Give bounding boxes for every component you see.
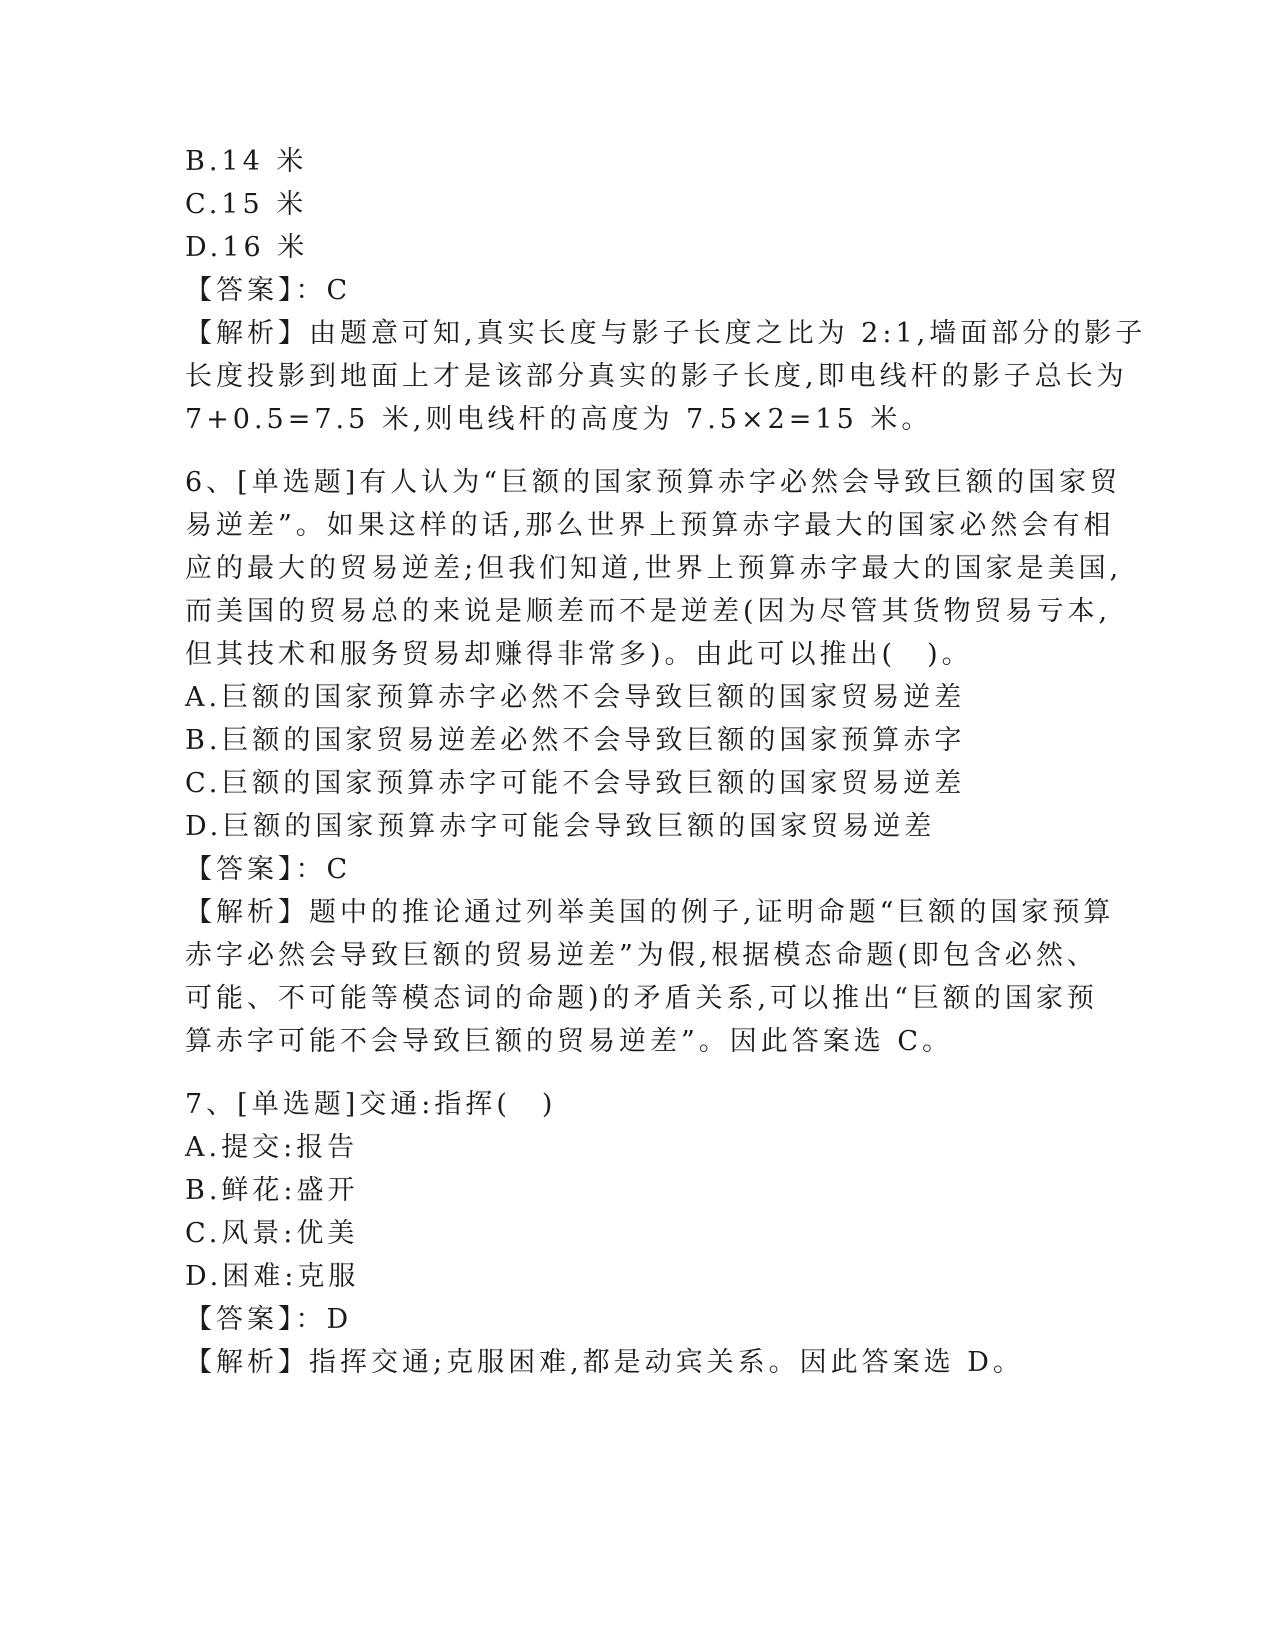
- question-6-options: [185, 676, 1045, 848]
- option-d: D.困难:克服: [185, 1261, 360, 1292]
- question-line: 6、[单选题]有人认为“巨额的国家预算赤字必然会导致巨额的国家贸: [185, 467, 1122, 498]
- question-6-stem: [185, 461, 1123, 676]
- analysis-line: 【解析】由题意可知,真实长度与影子长度之比为 2:1,墙面部分的影子: [185, 318, 1147, 349]
- option-a: A.巨额的国家预算赤字必然不会导致巨额的国家贸易逆差: [185, 682, 966, 713]
- analysis-line: 【解析】指挥交通;克服困难,都是动宾关系。因此答案选 D。: [185, 1347, 1024, 1378]
- question-5-answer: 【答案】：C: [185, 275, 352, 306]
- option-c: C.15 米: [185, 189, 308, 220]
- analysis-line: 长度投影到地面上才是该部分真实的影子长度,即电线杆的影子总长为: [185, 361, 1128, 392]
- question-line: 易逆差”。如果这样的话,那么世界上预算赤字最大的国家必然会有相: [185, 510, 1115, 541]
- question-7-options: [185, 1126, 1045, 1298]
- analysis-line: 算赤字可能不会导致巨额的贸易逆差”。因此答案选 C。: [185, 1026, 954, 1057]
- question-7-stem: [185, 1083, 1045, 1126]
- question-5-options: [185, 140, 1045, 269]
- question-gap: [185, 1063, 1045, 1083]
- option-b: B.14 米: [185, 146, 308, 177]
- option-d: D.16 米: [185, 232, 309, 263]
- question-line: 而美国的贸易总的来说是顺差而不是逆差(因为尽管其货物贸易亏本,: [185, 596, 1112, 627]
- option-b: B.巨额的国家贸易逆差必然不会导致巨额的国家预算赤字: [185, 725, 966, 756]
- option-c: C.巨额的国家预算赤字可能不会导致巨额的国家贸易逆差: [185, 768, 966, 799]
- question-gap: [185, 441, 1045, 461]
- question-7-analysis: [185, 1341, 1045, 1384]
- question-line: 应的最大的贸易逆差;但我们知道,世界上预算赤字最大的国家是美国,: [185, 553, 1123, 584]
- question-7-answer: 【答案】：D: [185, 1304, 353, 1335]
- analysis-line: 7+0.5=7.5 米,则电线杆的高度为 7.5×2=15 米。: [185, 404, 933, 435]
- option-a: A.提交:报告: [185, 1132, 359, 1163]
- analysis-line: 赤字必然会导致巨额的贸易逆差”为假,根据模态命题(即包含必然、: [185, 940, 1098, 971]
- analysis-line: 可能、不可能等模态词的命题)的矛盾关系,可以推出“巨额的国家预: [185, 983, 1098, 1014]
- option-b: B.鲜花:盛开: [185, 1175, 359, 1206]
- question-line: 但其技术和服务贸易却赚得非常多)。由此可以推出( )。: [185, 639, 973, 670]
- option-c: C.风景:优美: [185, 1218, 359, 1249]
- option-d: D.巨额的国家预算赤字可能会导致巨额的国家贸易逆差: [185, 811, 936, 842]
- question-line: 7、[单选题]交通:指挥( ): [185, 1089, 557, 1120]
- question-5-analysis: [185, 312, 1147, 441]
- question-6-analysis: [185, 891, 1115, 1063]
- question-6-answer: 【答案】：C: [185, 854, 352, 885]
- page-content: [185, 140, 1147, 1384]
- analysis-line: 【解析】题中的推论通过列举美国的例子,证明命题“巨额的国家预算: [185, 897, 1115, 928]
